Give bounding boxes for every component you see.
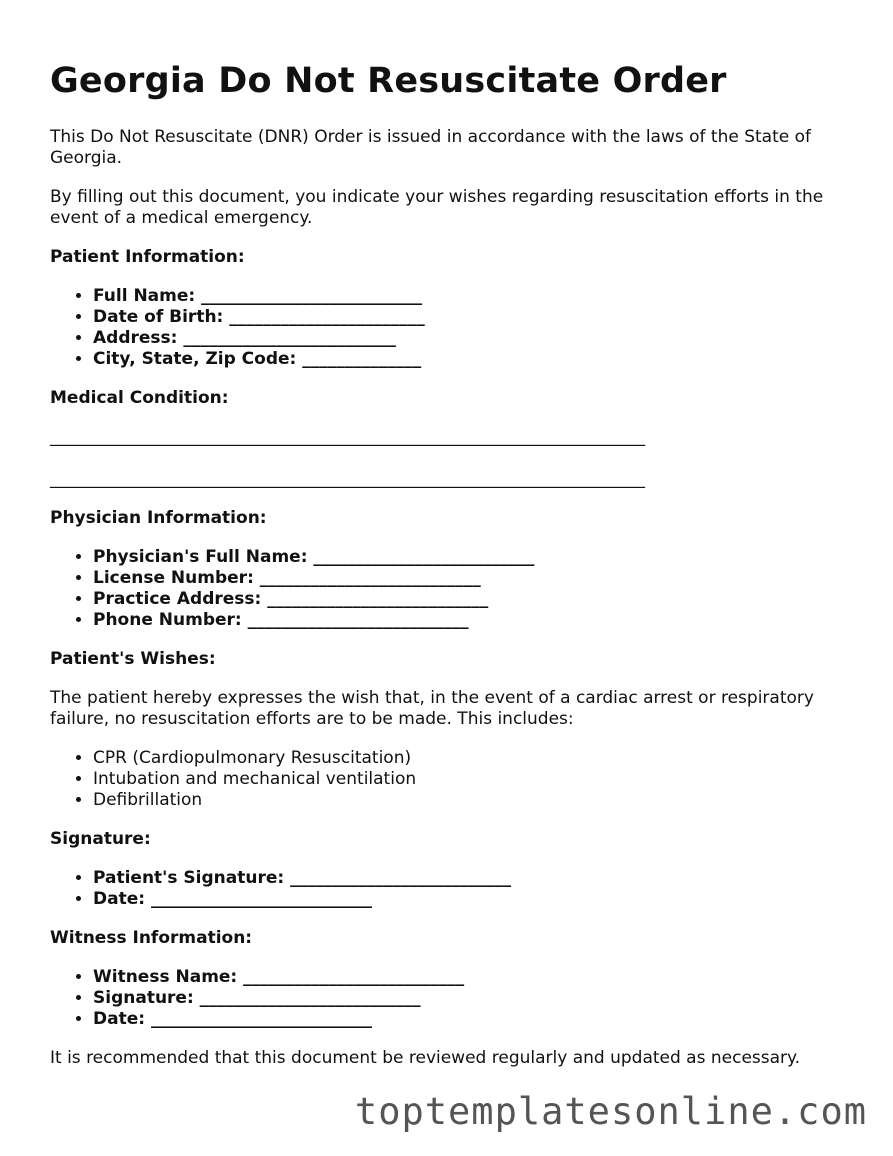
physician-info-list [50, 547, 850, 631]
wishes-paragraph: The patient hereby expresses the wish that, in the event of a cardiac arrest or respiratory failure, no resuscitation efforts are to be made. This includes: [50, 687, 814, 729]
license-number-field: • License Number: __________________________ [93, 568, 850, 589]
patient-dob-field: • Date of Birth: _______________________ [93, 307, 850, 328]
witness-list [50, 967, 850, 1030]
patient-signature-field: • Patient's Signature: __________________________ [93, 868, 850, 889]
document-page [50, 62, 850, 1087]
medical-condition-blanks [50, 427, 850, 490]
wishes-item-cpr: • CPR (Cardiopulmonary Resuscitation) [93, 748, 850, 769]
witness-signature-field: • Signature: __________________________ [93, 988, 850, 1009]
wishes-item-defibrillation: • Defibrillation [93, 790, 850, 811]
patient-info-list [50, 286, 850, 370]
patient-city-state-zip-field: • City, State, Zip Code: ______________ [93, 349, 850, 370]
witness-heading: Witness Information: [50, 927, 253, 948]
patient-address-field: • Address: _________________________ [93, 328, 850, 349]
intro-paragraph-1: This Do Not Resuscitate (DNR) Order is issued in accordance with the laws of the State of Georgia. [50, 126, 812, 168]
signature-list [50, 868, 850, 910]
phone-number-field: • Phone Number: __________________________ [93, 610, 850, 631]
patient-full-name-field: • Full Name: __________________________ [93, 286, 850, 307]
witness-name-field: • Witness Name: __________________________ [93, 967, 850, 988]
wishes-item-intubation: • Intubation and mechanical ventilation [93, 769, 850, 790]
signature-heading: Signature: [50, 828, 151, 849]
medical-condition-heading: Medical Condition: [50, 387, 229, 408]
wishes-list [50, 748, 850, 811]
patient-info-heading: Patient Information: [50, 246, 245, 267]
closing-paragraph: It is recommended that this document be reviewed regularly and updated as necessary. [50, 1047, 801, 1068]
physician-full-name-field: • Physician's Full Name: __________________________ [93, 547, 850, 568]
witness-date-field: • Date: __________________________ [93, 1009, 850, 1030]
medical-condition-line-1: ______________________________________________________________________ [50, 426, 645, 447]
physician-info-heading: Physician Information: [50, 507, 267, 528]
intro-paragraph-2: By filling out this document, you indicate your wishes regarding resuscitation efforts in the event of a medical emergency. [50, 186, 824, 228]
signature-date-field: • Date: __________________________ [93, 889, 850, 910]
practice-address-field: • Practice Address: __________________________ [93, 589, 850, 610]
document-title: Georgia Do Not Resuscitate Order [50, 61, 727, 101]
medical-condition-line-2: ______________________________________________________________________ [50, 468, 645, 489]
watermark: toptemplatesonline.com [354, 1090, 867, 1133]
wishes-heading: Patient's Wishes: [50, 648, 216, 669]
